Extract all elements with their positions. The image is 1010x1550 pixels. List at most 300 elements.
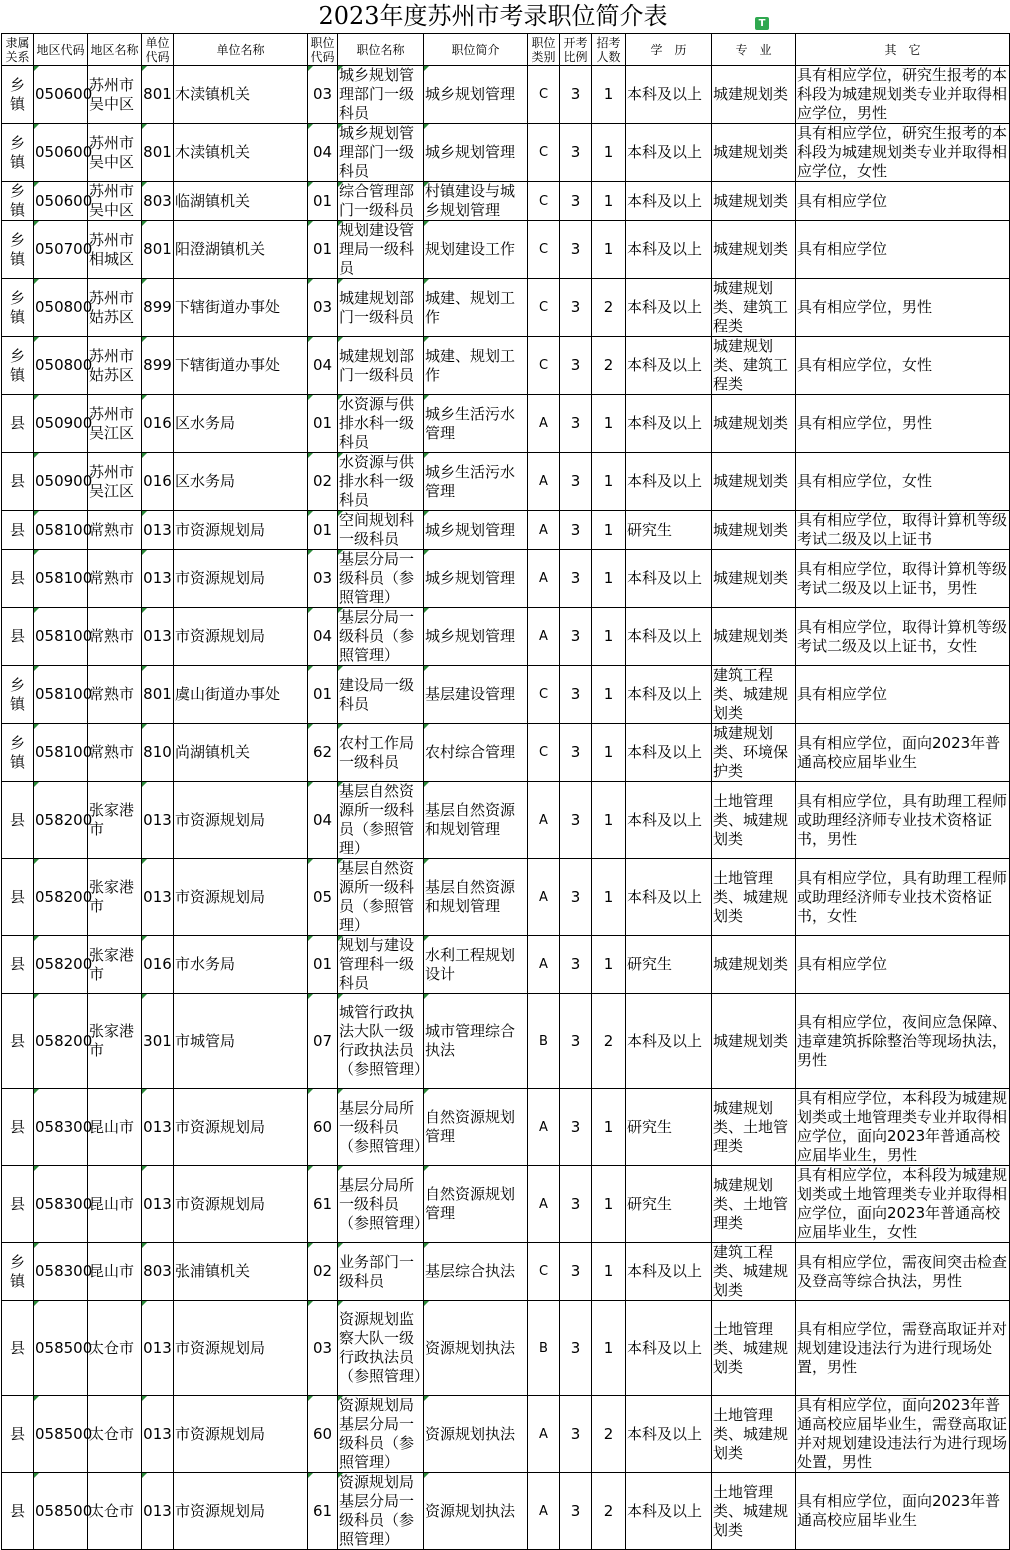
cell-unit-code[interactable]: 013 (142, 550, 174, 608)
cell-region-code[interactable]: 058100 (34, 511, 88, 550)
cell-hire-count[interactable]: 1 (592, 182, 626, 221)
cell-region-code[interactable]: 050600 (34, 124, 88, 182)
cell-position-desc[interactable]: 基层综合执法 (424, 1243, 528, 1301)
cell-region-code[interactable]: 050800 (34, 337, 88, 395)
cell-region-code[interactable]: 058100 (34, 608, 88, 666)
cell-other-requirements[interactable]: 具有相应学位，研究生报考的本科段为城建规划类专业并取得相应学位，男性 (796, 66, 1010, 124)
cell-other-requirements[interactable]: 具有相应学位，女性 (796, 337, 1010, 395)
cell-major[interactable]: 建筑工程类、城建规划类 (712, 666, 796, 724)
cell-hire-count[interactable]: 2 (592, 1473, 626, 1550)
cell-education[interactable]: 本科及以上 (626, 782, 712, 859)
cell-education[interactable]: 本科及以上 (626, 859, 712, 936)
cell-exam-ratio[interactable]: 3 (560, 1089, 592, 1166)
cell-unit-code[interactable]: 013 (142, 1396, 174, 1473)
cell-position-category[interactable]: A (528, 608, 560, 666)
cell-region-code[interactable]: 058300 (34, 1166, 88, 1243)
cell-other-requirements[interactable]: 具有相应学位 (796, 936, 1010, 994)
cell-region-name[interactable]: 苏州市吴中区 (88, 124, 142, 182)
cell-position-desc[interactable]: 基层建设管理 (424, 666, 528, 724)
cell-unit-code[interactable]: 013 (142, 1301, 174, 1396)
cell-unit-code[interactable]: 013 (142, 859, 174, 936)
cell-position-code[interactable]: 03 (308, 1301, 338, 1396)
cell-relation[interactable]: 县 (2, 1166, 34, 1243)
cell-region-code[interactable]: 058100 (34, 550, 88, 608)
cell-education[interactable]: 本科及以上 (626, 279, 712, 337)
cell-unit-code[interactable]: 013 (142, 1473, 174, 1550)
cell-position-desc[interactable]: 城乡生活污水管理 (424, 395, 528, 453)
cell-other-requirements[interactable]: 具有相应学位，男性 (796, 395, 1010, 453)
cell-unit-name[interactable]: 市资源规划局 (174, 511, 308, 550)
cell-position-category[interactable]: C (528, 66, 560, 124)
cell-region-name[interactable]: 常熟市 (88, 511, 142, 550)
cell-position-name[interactable]: 资源规划监察大队一级行政执法员（参照管理） (338, 1301, 424, 1396)
t-spreadsheet-icon[interactable]: T (755, 17, 769, 30)
cell-position-desc[interactable]: 自然资源规划管理 (424, 1166, 528, 1243)
cell-major[interactable]: 土地管理类、城建规划类 (712, 1396, 796, 1473)
cell-position-code[interactable]: 01 (308, 666, 338, 724)
cell-position-code[interactable]: 60 (308, 1089, 338, 1166)
cell-position-desc[interactable]: 城乡规划管理 (424, 511, 528, 550)
cell-position-code[interactable]: 61 (308, 1166, 338, 1243)
cell-position-desc[interactable]: 城乡规划管理 (424, 608, 528, 666)
cell-position-desc[interactable]: 城乡规划管理 (424, 66, 528, 124)
cell-major[interactable]: 建筑工程类、城建规划类 (712, 1243, 796, 1301)
cell-position-name[interactable]: 水资源与供排水科一级科员 (338, 453, 424, 511)
cell-exam-ratio[interactable]: 3 (560, 994, 592, 1089)
cell-position-code[interactable]: 01 (308, 936, 338, 994)
cell-unit-code[interactable]: 016 (142, 936, 174, 994)
cell-position-name[interactable]: 基层自然资源所一级科员（参照管理） (338, 859, 424, 936)
cell-position-desc[interactable]: 基层自然资源和规划管理 (424, 782, 528, 859)
cell-position-category[interactable]: B (528, 1301, 560, 1396)
cell-position-desc[interactable]: 基层自然资源和规划管理 (424, 859, 528, 936)
cell-education[interactable]: 本科及以上 (626, 1301, 712, 1396)
cell-position-category[interactable]: A (528, 1396, 560, 1473)
cell-region-code[interactable]: 058200 (34, 936, 88, 994)
cell-other-requirements[interactable]: 具有相应学位 (796, 221, 1010, 279)
cell-position-code[interactable]: 04 (308, 124, 338, 182)
cell-education[interactable]: 研究生 (626, 936, 712, 994)
cell-position-code[interactable]: 01 (308, 395, 338, 453)
cell-unit-name[interactable]: 市资源规划局 (174, 1166, 308, 1243)
cell-unit-name[interactable]: 市资源规划局 (174, 608, 308, 666)
cell-position-desc[interactable]: 资源规划执法 (424, 1396, 528, 1473)
cell-region-name[interactable]: 张家港市 (88, 994, 142, 1089)
cell-position-category[interactable]: A (528, 511, 560, 550)
cell-major[interactable]: 城建规划类、建筑工程类 (712, 279, 796, 337)
cell-hire-count[interactable]: 2 (592, 994, 626, 1089)
cell-hire-count[interactable]: 1 (592, 782, 626, 859)
cell-relation[interactable]: 县 (2, 395, 34, 453)
cell-position-name[interactable]: 基层自然资源所一级科员（参照管理） (338, 782, 424, 859)
cell-other-requirements[interactable]: 具有相应学位，需登高取证并对规划建设违法行为进行现场处置，男性 (796, 1301, 1010, 1396)
cell-relation[interactable]: 乡镇 (2, 666, 34, 724)
cell-position-category[interactable]: C (528, 337, 560, 395)
cell-other-requirements[interactable]: 具有相应学位，取得计算机等级考试二级及以上证书 (796, 511, 1010, 550)
cell-relation[interactable]: 乡镇 (2, 124, 34, 182)
cell-position-code[interactable]: 02 (308, 1243, 338, 1301)
cell-unit-code[interactable]: 899 (142, 337, 174, 395)
cell-education[interactable]: 本科及以上 (626, 1473, 712, 1550)
cell-region-name[interactable]: 苏州市吴中区 (88, 182, 142, 221)
cell-region-name[interactable]: 昆山市 (88, 1089, 142, 1166)
cell-major[interactable]: 城建规划类 (712, 124, 796, 182)
cell-unit-code[interactable]: 013 (142, 1166, 174, 1243)
cell-position-desc[interactable]: 规划建设工作 (424, 221, 528, 279)
cell-major[interactable]: 城建规划类、土地管理类 (712, 1089, 796, 1166)
cell-unit-code[interactable]: 899 (142, 279, 174, 337)
cell-education[interactable]: 研究生 (626, 1166, 712, 1243)
cell-region-name[interactable]: 苏州市姑苏区 (88, 279, 142, 337)
cell-other-requirements[interactable]: 具有相应学位，本科段为城建规划类或土地管理类专业并取得相应学位，面向2023年普通高校应届毕业生，女性 (796, 1166, 1010, 1243)
cell-position-code[interactable]: 61 (308, 1473, 338, 1550)
cell-unit-code[interactable]: 801 (142, 221, 174, 279)
cell-region-code[interactable]: 058500 (34, 1473, 88, 1550)
cell-position-category[interactable]: A (528, 782, 560, 859)
cell-unit-code[interactable]: 013 (142, 1089, 174, 1166)
cell-major[interactable]: 土地管理类、城建规划类 (712, 1301, 796, 1396)
cell-major[interactable]: 城建规划类、建筑工程类 (712, 337, 796, 395)
cell-unit-name[interactable]: 市资源规划局 (174, 1396, 308, 1473)
cell-unit-code[interactable]: 016 (142, 395, 174, 453)
cell-position-code[interactable]: 01 (308, 511, 338, 550)
cell-unit-name[interactable]: 市资源规划局 (174, 550, 308, 608)
cell-position-category[interactable]: C (528, 1243, 560, 1301)
cell-position-name[interactable]: 资源规划局基层分局一级科员（参照管理） (338, 1396, 424, 1473)
cell-position-name[interactable]: 资源规划局基层分局一级科员（参照管理） (338, 1473, 424, 1550)
cell-region-name[interactable]: 太仓市 (88, 1473, 142, 1550)
cell-position-name[interactable]: 规划建设管理局一级科员 (338, 221, 424, 279)
cell-education[interactable]: 本科及以上 (626, 395, 712, 453)
cell-position-name[interactable]: 综合管理部门一级科员 (338, 182, 424, 221)
cell-relation[interactable]: 乡镇 (2, 221, 34, 279)
cell-major[interactable]: 土地管理类、城建规划类 (712, 859, 796, 936)
cell-exam-ratio[interactable]: 3 (560, 511, 592, 550)
cell-hire-count[interactable]: 1 (592, 550, 626, 608)
cell-unit-code[interactable]: 810 (142, 724, 174, 782)
cell-exam-ratio[interactable]: 3 (560, 221, 592, 279)
cell-position-category[interactable]: B (528, 994, 560, 1089)
cell-hire-count[interactable]: 1 (592, 1243, 626, 1301)
cell-position-category[interactable]: C (528, 666, 560, 724)
cell-relation[interactable]: 县 (2, 1089, 34, 1166)
cell-region-code[interactable]: 050600 (34, 182, 88, 221)
cell-position-category[interactable]: A (528, 859, 560, 936)
cell-exam-ratio[interactable]: 3 (560, 453, 592, 511)
cell-relation[interactable]: 乡镇 (2, 279, 34, 337)
cell-region-code[interactable]: 058300 (34, 1089, 88, 1166)
cell-region-code[interactable]: 050800 (34, 279, 88, 337)
cell-major[interactable]: 城建规划类 (712, 395, 796, 453)
cell-region-name[interactable]: 昆山市 (88, 1243, 142, 1301)
cell-unit-name[interactable]: 木渎镇机关 (174, 66, 308, 124)
cell-region-name[interactable]: 张家港市 (88, 859, 142, 936)
cell-education[interactable]: 研究生 (626, 1089, 712, 1166)
cell-unit-name[interactable]: 市资源规划局 (174, 859, 308, 936)
cell-position-desc[interactable]: 城乡规划管理 (424, 124, 528, 182)
cell-unit-name[interactable]: 木渎镇机关 (174, 124, 308, 182)
cell-exam-ratio[interactable]: 3 (560, 182, 592, 221)
cell-position-name[interactable]: 基层分局一级科员（参照管理） (338, 550, 424, 608)
cell-region-name[interactable]: 苏州市吴江区 (88, 395, 142, 453)
cell-position-desc[interactable]: 城市管理综合执法 (424, 994, 528, 1089)
cell-position-code[interactable]: 03 (308, 279, 338, 337)
cell-relation[interactable]: 乡镇 (2, 182, 34, 221)
cell-position-category[interactable]: A (528, 453, 560, 511)
cell-hire-count[interactable]: 2 (592, 337, 626, 395)
cell-region-name[interactable]: 常熟市 (88, 724, 142, 782)
cell-unit-code[interactable]: 013 (142, 782, 174, 859)
cell-hire-count[interactable]: 1 (592, 608, 626, 666)
cell-position-code[interactable]: 04 (308, 337, 338, 395)
cell-other-requirements[interactable]: 具有相应学位，本科段为城建规划类或土地管理类专业并取得相应学位，面向2023年普通高校应届毕业生，男性 (796, 1089, 1010, 1166)
cell-region-name[interactable]: 太仓市 (88, 1396, 142, 1473)
cell-hire-count[interactable]: 1 (592, 936, 626, 994)
cell-position-code[interactable]: 04 (308, 608, 338, 666)
cell-position-category[interactable]: A (528, 550, 560, 608)
cell-major[interactable]: 城建规划类 (712, 608, 796, 666)
cell-unit-name[interactable]: 市城管局 (174, 994, 308, 1089)
cell-position-category[interactable]: A (528, 1473, 560, 1550)
cell-major[interactable]: 城建规划类 (712, 550, 796, 608)
cell-other-requirements[interactable]: 具有相应学位，具有助理工程师或助理经济师专业技术资格证书，男性 (796, 782, 1010, 859)
cell-region-code[interactable]: 058100 (34, 724, 88, 782)
cell-exam-ratio[interactable]: 3 (560, 782, 592, 859)
cell-major[interactable]: 土地管理类、城建规划类 (712, 1473, 796, 1550)
cell-position-category[interactable]: A (528, 936, 560, 994)
cell-position-code[interactable]: 04 (308, 782, 338, 859)
cell-major[interactable]: 城建规划类、土地管理类 (712, 1166, 796, 1243)
cell-position-desc[interactable]: 自然资源规划管理 (424, 1089, 528, 1166)
cell-position-name[interactable]: 业务部门一级科员 (338, 1243, 424, 1301)
cell-other-requirements[interactable]: 具有相应学位 (796, 182, 1010, 221)
cell-education[interactable]: 本科及以上 (626, 182, 712, 221)
cell-position-category[interactable]: A (528, 1166, 560, 1243)
cell-exam-ratio[interactable]: 3 (560, 66, 592, 124)
cell-position-category[interactable]: C (528, 279, 560, 337)
cell-position-category[interactable]: C (528, 124, 560, 182)
cell-region-code[interactable]: 058100 (34, 666, 88, 724)
cell-other-requirements[interactable]: 具有相应学位，取得计算机等级考试二级及以上证书，男性 (796, 550, 1010, 608)
cell-position-category[interactable]: A (528, 395, 560, 453)
cell-exam-ratio[interactable]: 3 (560, 1473, 592, 1550)
cell-other-requirements[interactable]: 具有相应学位，需夜间突击检查及登高等综合执法，男性 (796, 1243, 1010, 1301)
cell-position-name[interactable]: 水资源与供排水科一级科员 (338, 395, 424, 453)
cell-position-name[interactable]: 农村工作局一级科员 (338, 724, 424, 782)
cell-position-code[interactable]: 03 (308, 66, 338, 124)
cell-position-code[interactable]: 02 (308, 453, 338, 511)
cell-other-requirements[interactable]: 具有相应学位，研究生报考的本科段为城建规划类专业并取得相应学位，女性 (796, 124, 1010, 182)
cell-other-requirements[interactable]: 具有相应学位，取得计算机等级考试二级及以上证书，女性 (796, 608, 1010, 666)
cell-unit-code[interactable]: 801 (142, 124, 174, 182)
cell-region-code[interactable]: 058200 (34, 859, 88, 936)
cell-hire-count[interactable]: 1 (592, 221, 626, 279)
cell-position-code[interactable]: 03 (308, 550, 338, 608)
cell-unit-name[interactable]: 市资源规划局 (174, 1301, 308, 1396)
cell-position-code[interactable]: 05 (308, 859, 338, 936)
cell-unit-name[interactable]: 虞山街道办事处 (174, 666, 308, 724)
cell-position-desc[interactable]: 水利工程规划设计 (424, 936, 528, 994)
cell-region-name[interactable]: 苏州市相城区 (88, 221, 142, 279)
cell-major[interactable]: 城建规划类 (712, 511, 796, 550)
cell-exam-ratio[interactable]: 3 (560, 1301, 592, 1396)
cell-region-name[interactable]: 昆山市 (88, 1166, 142, 1243)
cell-hire-count[interactable]: 1 (592, 511, 626, 550)
cell-position-desc[interactable]: 城乡生活污水管理 (424, 453, 528, 511)
cell-other-requirements[interactable]: 具有相应学位，男性 (796, 279, 1010, 337)
cell-education[interactable]: 本科及以上 (626, 608, 712, 666)
cell-position-name[interactable]: 建设局一级科员 (338, 666, 424, 724)
cell-position-name[interactable]: 基层分局所一级科员（参照管理） (338, 1166, 424, 1243)
cell-exam-ratio[interactable]: 3 (560, 859, 592, 936)
cell-position-code[interactable]: 62 (308, 724, 338, 782)
cell-hire-count[interactable]: 2 (592, 1396, 626, 1473)
cell-education[interactable]: 本科及以上 (626, 221, 712, 279)
cell-education[interactable]: 本科及以上 (626, 453, 712, 511)
cell-exam-ratio[interactable]: 3 (560, 936, 592, 994)
cell-position-code[interactable]: 01 (308, 221, 338, 279)
cell-major[interactable]: 城建规划类 (712, 994, 796, 1089)
cell-unit-name[interactable]: 市资源规划局 (174, 782, 308, 859)
cell-position-name[interactable]: 规划与建设管理科一级科员 (338, 936, 424, 994)
cell-position-name[interactable]: 城建规划部门一级科员 (338, 279, 424, 337)
cell-major[interactable]: 城建规划类 (712, 182, 796, 221)
cell-hire-count[interactable]: 1 (592, 724, 626, 782)
cell-exam-ratio[interactable]: 3 (560, 337, 592, 395)
cell-region-code[interactable]: 058300 (34, 1243, 88, 1301)
cell-other-requirements[interactable]: 具有相应学位，面向2023年普通高校应届毕业生 (796, 724, 1010, 782)
cell-hire-count[interactable]: 1 (592, 859, 626, 936)
cell-unit-name[interactable]: 尚湖镇机关 (174, 724, 308, 782)
cell-relation[interactable]: 县 (2, 936, 34, 994)
cell-exam-ratio[interactable]: 3 (560, 1243, 592, 1301)
cell-education[interactable]: 本科及以上 (626, 666, 712, 724)
cell-position-desc[interactable]: 城建、规划工作 (424, 279, 528, 337)
cell-position-name[interactable]: 城乡规划管理部门一级科员 (338, 124, 424, 182)
cell-region-code[interactable]: 050900 (34, 453, 88, 511)
cell-region-code[interactable]: 050700 (34, 221, 88, 279)
cell-unit-code[interactable]: 301 (142, 994, 174, 1089)
cell-hire-count[interactable]: 2 (592, 279, 626, 337)
cell-position-name[interactable]: 基层分局一级科员（参照管理） (338, 608, 424, 666)
cell-hire-count[interactable]: 1 (592, 66, 626, 124)
cell-other-requirements[interactable]: 具有相应学位，面向2023年普通高校应届毕业生 (796, 1473, 1010, 1550)
cell-relation[interactable]: 县 (2, 994, 34, 1089)
cell-unit-name[interactable]: 市资源规划局 (174, 1473, 308, 1550)
cell-relation[interactable]: 县 (2, 859, 34, 936)
cell-relation[interactable]: 县 (2, 608, 34, 666)
cell-major[interactable]: 城建规划类 (712, 66, 796, 124)
cell-exam-ratio[interactable]: 3 (560, 724, 592, 782)
cell-education[interactable]: 本科及以上 (626, 550, 712, 608)
cell-exam-ratio[interactable]: 3 (560, 1396, 592, 1473)
cell-hire-count[interactable]: 1 (592, 453, 626, 511)
cell-position-desc[interactable]: 资源规划执法 (424, 1473, 528, 1550)
cell-region-code[interactable]: 050600 (34, 66, 88, 124)
cell-relation[interactable]: 乡镇 (2, 66, 34, 124)
cell-unit-name[interactable]: 张浦镇机关 (174, 1243, 308, 1301)
cell-unit-name[interactable]: 市资源规划局 (174, 1089, 308, 1166)
cell-unit-code[interactable]: 803 (142, 1243, 174, 1301)
cell-unit-name[interactable]: 下辖街道办事处 (174, 337, 308, 395)
cell-exam-ratio[interactable]: 3 (560, 666, 592, 724)
cell-relation[interactable]: 乡镇 (2, 337, 34, 395)
cell-position-name[interactable]: 城建规划部门一级科员 (338, 337, 424, 395)
cell-unit-code[interactable]: 013 (142, 511, 174, 550)
cell-unit-name[interactable]: 临湖镇机关 (174, 182, 308, 221)
cell-education[interactable]: 本科及以上 (626, 66, 712, 124)
cell-region-name[interactable]: 苏州市姑苏区 (88, 337, 142, 395)
cell-hire-count[interactable]: 1 (592, 395, 626, 453)
cell-position-name[interactable]: 基层分局所一级科员（参照管理） (338, 1089, 424, 1166)
cell-hire-count[interactable]: 1 (592, 124, 626, 182)
cell-major[interactable]: 城建规划类、环境保护类 (712, 724, 796, 782)
cell-position-desc[interactable]: 城建、规划工作 (424, 337, 528, 395)
cell-exam-ratio[interactable]: 3 (560, 279, 592, 337)
cell-education[interactable]: 研究生 (626, 511, 712, 550)
cell-relation[interactable]: 县 (2, 1301, 34, 1396)
cell-position-category[interactable]: C (528, 221, 560, 279)
cell-education[interactable]: 本科及以上 (626, 994, 712, 1089)
cell-position-name[interactable]: 城管行政执法大队一级行政执法员（参照管理） (338, 994, 424, 1089)
cell-position-name[interactable]: 空间规划科一级科员 (338, 511, 424, 550)
cell-unit-code[interactable]: 016 (142, 453, 174, 511)
cell-relation[interactable]: 县 (2, 1473, 34, 1550)
cell-other-requirements[interactable]: 具有相应学位，夜间应急保障、违章建筑拆除整治等现场执法，男性 (796, 994, 1010, 1089)
cell-relation[interactable]: 县 (2, 550, 34, 608)
cell-region-code[interactable]: 058200 (34, 782, 88, 859)
cell-region-name[interactable]: 常熟市 (88, 666, 142, 724)
cell-hire-count[interactable]: 1 (592, 1089, 626, 1166)
cell-hire-count[interactable]: 1 (592, 1166, 626, 1243)
cell-major[interactable]: 城建规划类 (712, 453, 796, 511)
cell-position-desc[interactable]: 资源规划执法 (424, 1301, 528, 1396)
cell-position-desc[interactable]: 城乡规划管理 (424, 550, 528, 608)
cell-major[interactable]: 城建规划类 (712, 936, 796, 994)
cell-relation[interactable]: 乡镇 (2, 1243, 34, 1301)
cell-region-code[interactable]: 058500 (34, 1301, 88, 1396)
cell-education[interactable]: 本科及以上 (626, 1243, 712, 1301)
cell-region-name[interactable]: 太仓市 (88, 1301, 142, 1396)
cell-education[interactable]: 本科及以上 (626, 337, 712, 395)
cell-region-name[interactable]: 常熟市 (88, 608, 142, 666)
cell-unit-name[interactable]: 阳澄湖镇机关 (174, 221, 308, 279)
cell-position-category[interactable]: A (528, 1089, 560, 1166)
cell-relation[interactable]: 县 (2, 1396, 34, 1473)
cell-exam-ratio[interactable]: 3 (560, 608, 592, 666)
cell-relation[interactable]: 县 (2, 453, 34, 511)
cell-relation[interactable]: 县 (2, 511, 34, 550)
cell-position-code[interactable]: 07 (308, 994, 338, 1089)
cell-region-name[interactable]: 张家港市 (88, 782, 142, 859)
cell-other-requirements[interactable]: 具有相应学位，面向2023年普通高校应届毕业生，需登高取证并对规划建设违法行为进行现场处置，男性 (796, 1396, 1010, 1473)
cell-major[interactable]: 城建规划类 (712, 221, 796, 279)
cell-region-name[interactable]: 苏州市吴中区 (88, 66, 142, 124)
cell-position-desc[interactable]: 村镇建设与城乡规划管理 (424, 182, 528, 221)
cell-unit-name[interactable]: 市水务局 (174, 936, 308, 994)
cell-unit-name[interactable]: 区水务局 (174, 453, 308, 511)
cell-education[interactable]: 本科及以上 (626, 1396, 712, 1473)
cell-region-name[interactable]: 苏州市吴江区 (88, 453, 142, 511)
cell-region-code[interactable]: 050900 (34, 395, 88, 453)
cell-exam-ratio[interactable]: 3 (560, 1166, 592, 1243)
cell-region-code[interactable]: 058500 (34, 1396, 88, 1473)
cell-unit-code[interactable]: 801 (142, 666, 174, 724)
cell-hire-count[interactable]: 1 (592, 666, 626, 724)
cell-education[interactable]: 本科及以上 (626, 724, 712, 782)
cell-unit-name[interactable]: 区水务局 (174, 395, 308, 453)
cell-other-requirements[interactable]: 具有相应学位 (796, 666, 1010, 724)
